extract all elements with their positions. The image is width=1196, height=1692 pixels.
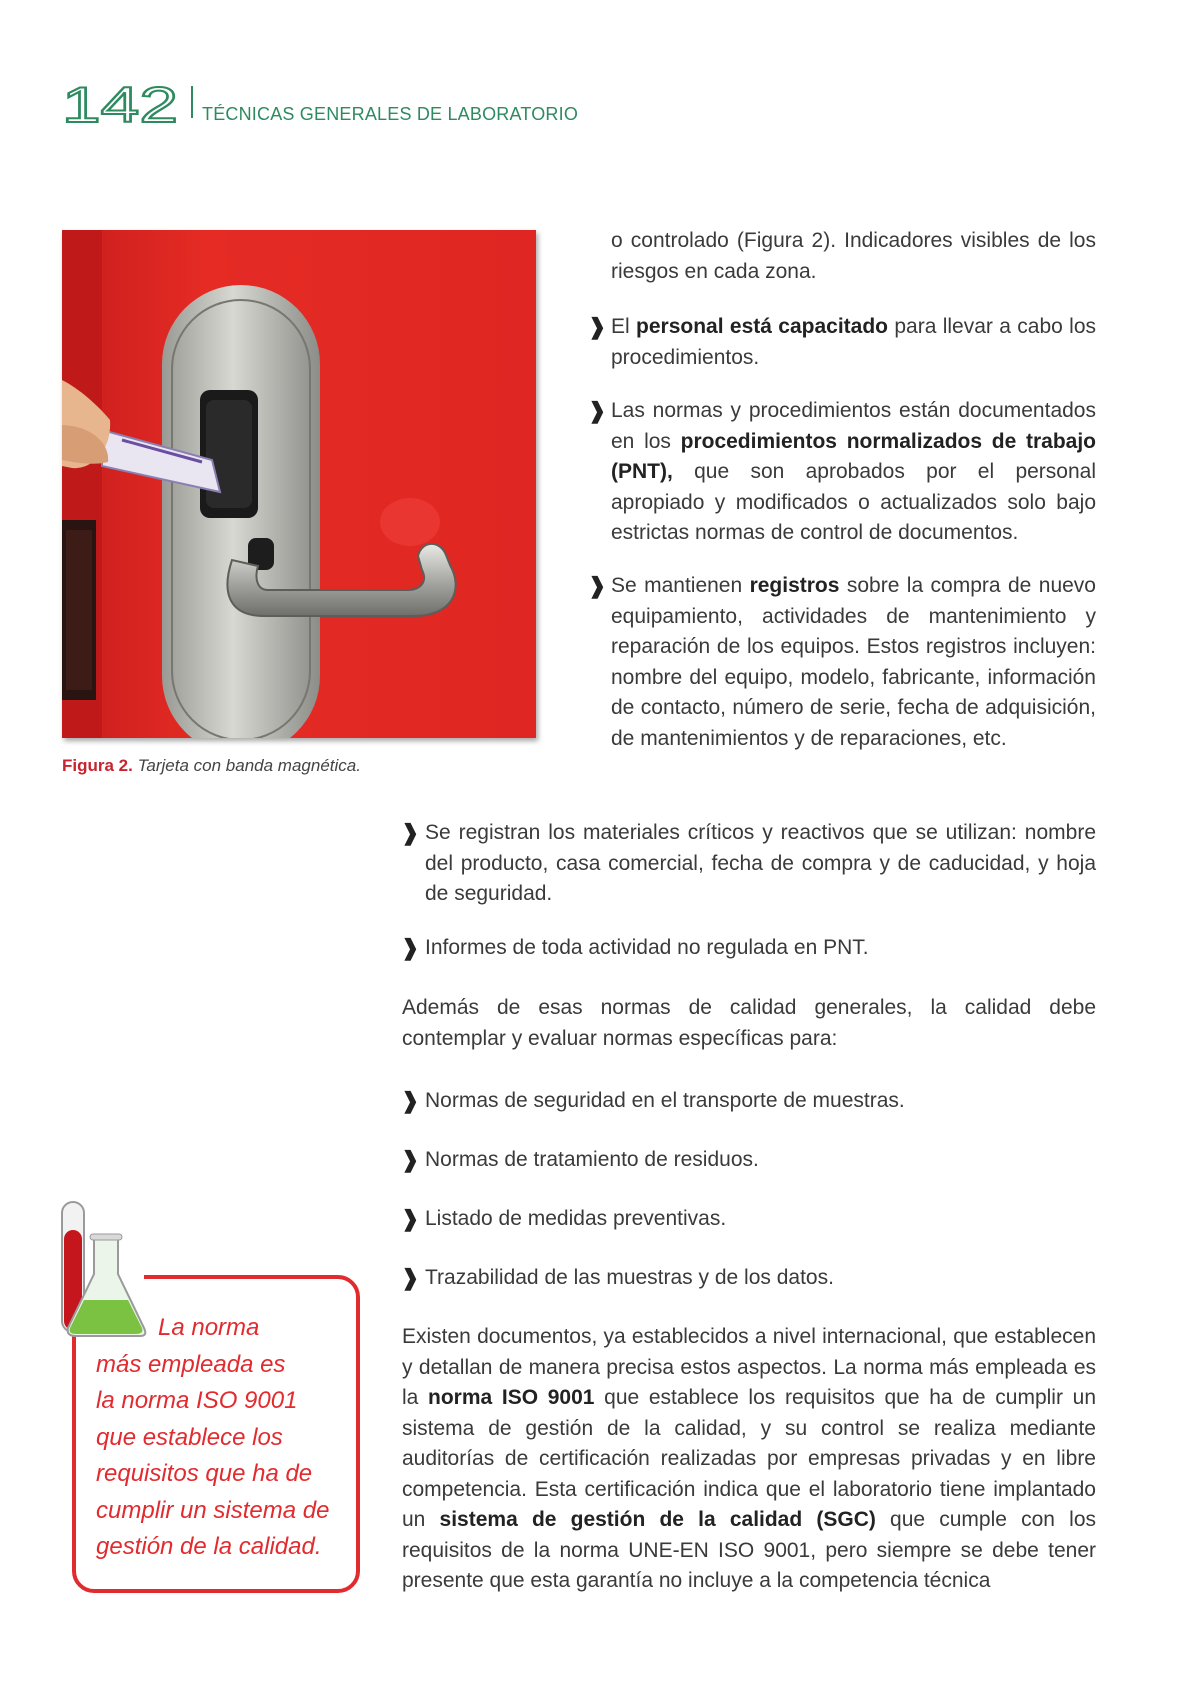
bullet-marker: ❱ xyxy=(588,573,607,598)
callout-line: La norma xyxy=(158,1314,260,1341)
door-lock-photo xyxy=(62,230,536,738)
callout-line: que establece los xyxy=(96,1423,283,1451)
bullet-marker: ❱ xyxy=(401,1265,420,1290)
header-divider xyxy=(191,86,193,118)
continued-paragraph: o controlado (Figura 2). Indicadores visibles de los riesgos en cada zona. xyxy=(611,229,1096,283)
callout-line: gestión de la calidad. xyxy=(96,1533,322,1560)
bullet-marker: ❱ xyxy=(588,314,607,339)
page-number xyxy=(62,82,182,126)
bullet-informes: Informes de toda actividad no regulada en PNT. xyxy=(425,936,869,959)
callout-line: más empleada es xyxy=(96,1350,286,1378)
bullet-marker: ❱ xyxy=(401,820,420,845)
header-title: TÉCNICAS GENERALES DE LABORATORIO xyxy=(202,104,579,124)
bullet-residuos: Normas de tratamiento de residuos. xyxy=(425,1148,759,1171)
figure-caption-text: Tarjeta con banda magnética. xyxy=(137,756,361,775)
callout-line: cumplir un sistema de xyxy=(96,1496,330,1524)
bullet-marker: ❱ xyxy=(401,1147,420,1172)
bullet-medidas: Listado de medidas preventivas. xyxy=(425,1207,727,1230)
svg-text:142: 142 xyxy=(62,82,178,126)
callout-line: la norma ISO 9001 xyxy=(96,1387,298,1414)
bullet-seguridad-transporte: Normas de seguridad en el transporte de muestras. xyxy=(425,1089,905,1112)
intro-paragraph: Además de esas normas de calidad generales, la calidad debe contemplar y evaluar normas específicas para: xyxy=(402,996,1096,1050)
bullet-normas: Las normas y procedimientos están documentados en los procedimientos normalizados de trabajo (PNT), que son aprobados por el personal apropiado y modificados o actualizados solo bajo estrictas normas de control de documentos. xyxy=(611,399,1096,544)
bullet-trazabilidad: Trazabilidad de las muestras y de los datos. xyxy=(425,1266,834,1289)
callout-text xyxy=(96,1310,358,1566)
final-paragraph: Existen documentos, ya establecidos a nivel internacional, que establecen y detallan de manera precisa estos aspectos. La norma más empleada es la norma ISO 9001 que establece los requisitos que ha de cumplir un sistema de gestión de la calidad, y su control se realiza mediante auditorías de certificación realizadas por empresas privadas y en libre competencia. Esta certificación indica que el laboratorio tiene implantado un sistema de gestión de la calidad (SGC) que cumple con los requisitos de la norma UNE-EN ISO 9001, pero siempre se debe tener presente que esta garantía no incluye a la competencia técnica xyxy=(402,1325,1097,1592)
bullet-personal: El personal está capacitado para llevar a cabo los procedimientos. xyxy=(611,315,1097,369)
figure-caption xyxy=(62,756,361,776)
bullet-registros: Se mantienen registros sobre la compra de nuevo equipamiento, actividades de mantenimiento y reparación de los equipos. Estos registros incluyen: nombre del equipo, modelo, fabricante, información de contacto, número de serie, fecha de adquisición, de mantenimientos y de reparaciones, etc. xyxy=(611,574,1096,750)
bullet-marker: ❱ xyxy=(401,935,420,960)
bullet-marker: ❱ xyxy=(401,1088,420,1113)
bullet-marker: ❱ xyxy=(401,1206,420,1231)
callout-line: requisitos que ha de xyxy=(96,1460,313,1487)
figure-label: Figura 2. xyxy=(62,756,133,775)
bullet-materiales: Se registran los materiales críticos y reactivos que se utilizan: nombre del producto, casa comercial, fecha de compra y de caducidad, y hoja de seguridad. xyxy=(425,821,1096,905)
bullet-marker: ❱ xyxy=(588,398,607,423)
